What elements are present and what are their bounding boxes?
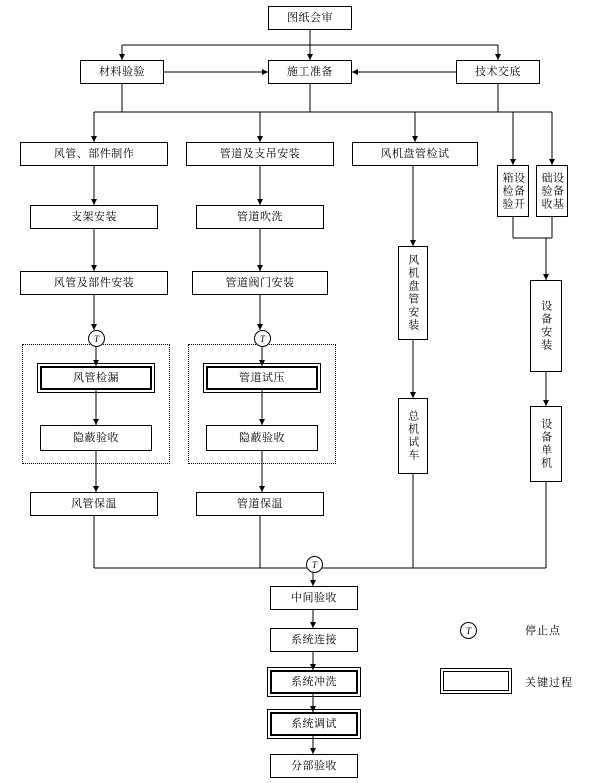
node-fancoil-test[interactable]: 风机盘管检试 [352, 142, 478, 166]
node-sectional-acceptance[interactable]: 分部验收 [270, 754, 358, 778]
node-equipment-single-machine[interactable]: 设备单机 [530, 406, 562, 482]
legend-key-process-box [440, 668, 512, 694]
node-concealed-acceptance-pipe[interactable]: 隐蔽验收 [206, 425, 318, 451]
legend-key-process-inner [443, 671, 509, 691]
node-technical-briefing[interactable]: 技术交底 [456, 60, 540, 84]
node-equipment-install[interactable]: 设备安装 [530, 280, 562, 372]
node-pipe-pressure-test[interactable]: 管道试压 [206, 366, 318, 390]
legend-stop-point-icon: T [460, 622, 477, 639]
node-equipment-unboxing-check[interactable]: 设备开箱检验 [497, 165, 529, 217]
legend-stop-point-label: 停止点 [525, 624, 561, 637]
node-pipe-insulation[interactable]: 管道保温 [196, 492, 324, 516]
node-construction-prep[interactable]: 施工准备 [268, 60, 352, 84]
node-concealed-acceptance-duct[interactable]: 隐蔽验收 [40, 425, 152, 451]
stop-point-icon-merge: T [306, 556, 323, 573]
node-drawing-review[interactable]: 图纸会审 [268, 6, 352, 30]
node-pipe-valve-install[interactable]: 管道阀门安装 [192, 271, 328, 295]
node-fancoil-install[interactable]: 风机盘管安装 [398, 246, 428, 340]
legend-key-process-label: 关键过程 [525, 676, 573, 689]
stop-point-icon-pipe: T [254, 330, 271, 347]
node-system-commissioning[interactable]: 系统调试 [270, 712, 358, 736]
node-pipe-support-install[interactable]: 管道及支吊安装 [186, 142, 334, 166]
node-bracket-install[interactable]: 支架安装 [30, 205, 158, 229]
node-duct-leak-test[interactable]: 风管检漏 [40, 366, 152, 390]
node-duct-and-parts-install[interactable]: 风管及部件安装 [20, 271, 168, 295]
node-equipment-foundation-acceptance[interactable]: 设备基础验收 [536, 165, 568, 217]
node-duct-fabrication[interactable]: 风管、部件制作 [20, 142, 168, 166]
node-material-inspection[interactable]: 材料验验 [80, 60, 164, 84]
node-interim-acceptance[interactable]: 中间验收 [270, 586, 358, 610]
node-overall-trial-run[interactable]: 总机试车 [398, 398, 428, 474]
node-system-flushing[interactable]: 系统冲洗 [270, 670, 358, 694]
node-pipe-flushing[interactable]: 管道吹洗 [196, 205, 324, 229]
node-duct-insulation[interactable]: 风管保温 [30, 492, 158, 516]
node-system-connection[interactable]: 系统连接 [270, 628, 358, 652]
stop-point-icon-duct: T [88, 330, 105, 347]
